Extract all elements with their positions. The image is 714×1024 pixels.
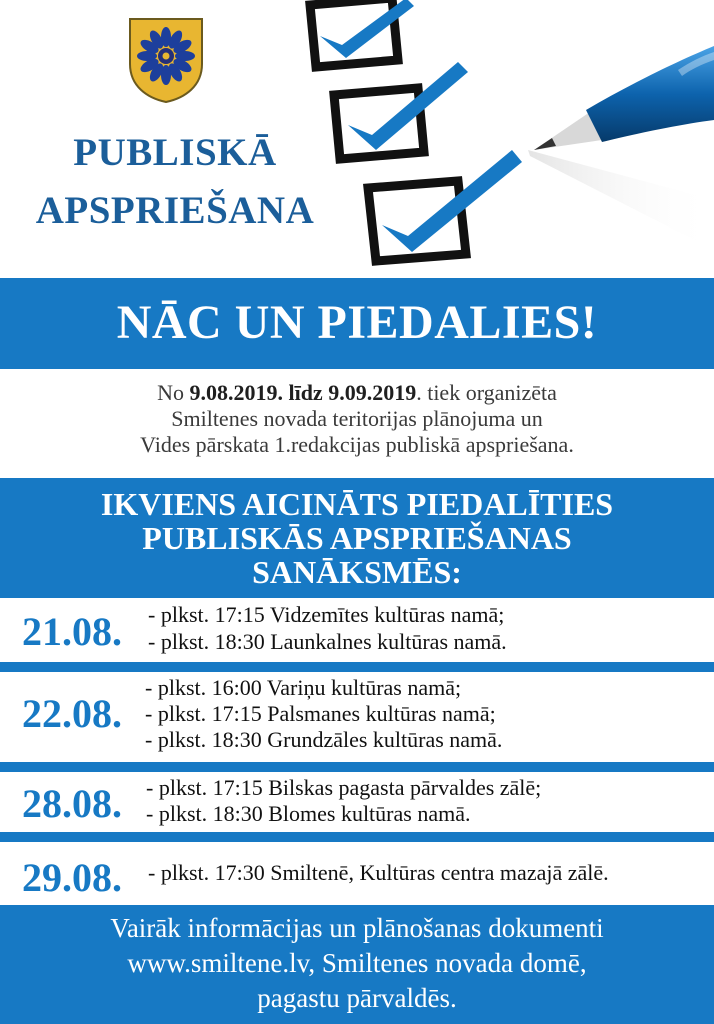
meeting-item: - plkst. 17:15 Bilskas pagasta pārvaldes zālē; <box>146 775 542 800</box>
meeting-date: 21.08. <box>22 609 122 654</box>
meeting-item: - plkst. 16:00 Variņu kultūras namā; <box>145 675 462 700</box>
invite-line-2: PUBLISKĀS APSPRIEŠANAS <box>142 520 572 556</box>
intro-paragraph <box>0 380 714 458</box>
meeting-row <box>0 772 714 832</box>
meeting-row <box>0 672 714 762</box>
footer-line-3: pagastu pārvaldēs. <box>257 983 457 1013</box>
footer-line-1: Vairāk informācijas un plānošanas dokumenti <box>110 913 604 943</box>
footer-banner <box>0 905 714 1024</box>
meeting-date: 29.08. <box>22 855 122 900</box>
invite-line-3: SANĀKSMĒS: <box>252 554 462 590</box>
title-line-1: PUBLISKĀ <box>73 131 277 174</box>
meeting-date: 28.08. <box>22 781 122 826</box>
coat-of-arms-icon <box>127 16 205 104</box>
intro-prefix: No <box>157 380 190 405</box>
meeting-item: - plkst. 17:15 Vidzemītes kultūras namā; <box>148 602 505 627</box>
meeting-row <box>0 842 714 905</box>
intro-line-2: Smiltenes novada teritorijas plānojuma un <box>171 406 543 431</box>
title-line-2: APSPRIEŠANA <box>35 189 315 232</box>
meeting-item: - plkst. 18:30 Grundzāles kultūras namā. <box>145 727 503 752</box>
divider <box>0 662 714 672</box>
meeting-date: 22.08. <box>22 691 122 736</box>
headline-text: NĀC UN PIEDALIES! <box>116 296 598 349</box>
meeting-item: - plkst. 18:30 Blomes kultūras namā. <box>146 801 471 826</box>
intro-line-3: Vides pārskata 1.redakcijas publiskā apspriešana. <box>140 432 574 457</box>
meeting-item: - plkst. 18:30 Launkalnes kultūras namā. <box>148 629 507 654</box>
invite-banner <box>0 478 714 598</box>
checklist-pen-icon <box>290 0 714 278</box>
meeting-item: - plkst. 17:15 Palsmanes kultūras namā; <box>145 701 496 726</box>
meeting-item: - plkst. 17:30 Smiltenē, Kultūras centra mazajā zālē. <box>148 860 609 885</box>
header-area <box>0 0 714 278</box>
intro-date-range: 9.08.2019. līdz 9.09.2019 <box>189 380 417 405</box>
headline-banner <box>0 278 714 369</box>
divider <box>0 832 714 842</box>
intro-line-1 <box>0 380 714 406</box>
divider <box>0 762 714 772</box>
intro-suffix: . tiek organizēta <box>416 380 557 405</box>
invite-line-1: IKVIENS AICINĀTS PIEDALĪTIES <box>100 486 614 522</box>
meeting-row <box>0 598 714 662</box>
footer-line-2[interactable]: www.smiltene.lv, Smiltenes novada domē, <box>127 948 587 978</box>
